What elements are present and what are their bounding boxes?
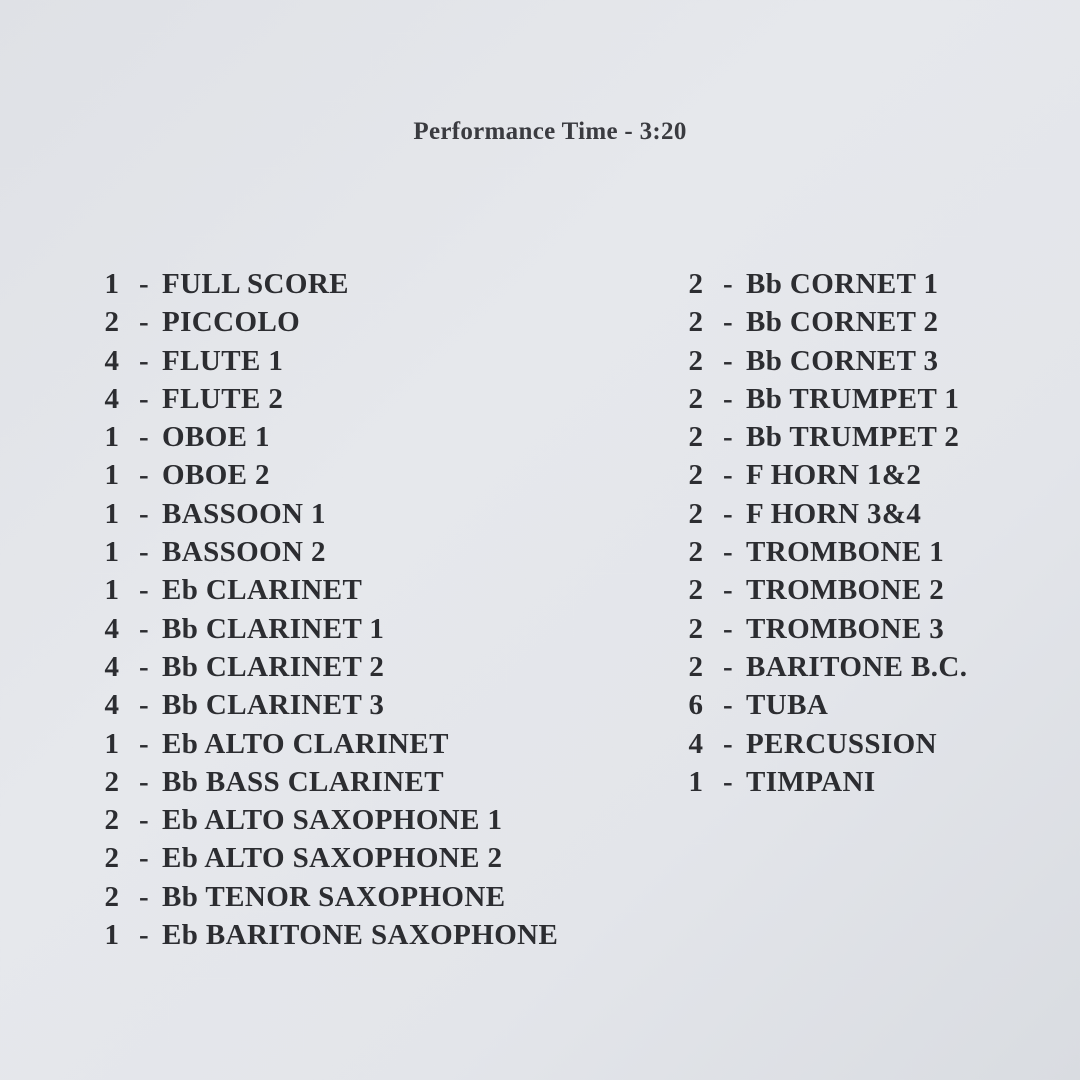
part-name: Bb CORNET 3 [746,344,939,377]
part-row [682,421,1072,459]
separator: - [138,306,150,339]
separator: - [138,727,150,760]
part-name: F HORN 3&4 [746,497,922,530]
separator: - [722,459,734,492]
part-quantity: 2 [688,306,704,339]
part-name: Bb TENOR SAXOPHONE [162,880,506,913]
part-name: TROMBONE 1 [746,536,945,569]
part-quantity: 6 [688,689,704,722]
part-row [682,536,1072,574]
separator: - [722,306,734,339]
part-quantity: 2 [688,612,704,645]
part-quantity: 2 [104,880,120,913]
part-quantity: 1 [104,421,120,454]
separator: - [722,536,734,569]
separator: - [138,344,150,377]
part-name: Eb CLARINET [162,574,363,607]
separator: - [138,268,150,300]
separator: - [722,650,734,683]
part-quantity: 2 [688,382,704,415]
part-name: Bb CLARINET 2 [162,650,385,683]
part-quantity: 2 [688,459,704,492]
separator: - [138,612,150,645]
part-row [98,383,658,421]
part-name: BARITONE B.C. [746,650,968,683]
part-row [682,574,1072,612]
separator: - [138,689,150,722]
part-name: Bb CORNET 1 [746,268,939,300]
separator: - [138,804,150,837]
part-row [98,651,658,689]
separator: - [138,880,150,913]
part-quantity: 4 [104,689,120,722]
part-quantity: 4 [104,382,120,415]
part-row [98,498,658,536]
separator: - [138,497,150,530]
separator: - [722,612,734,645]
part-row [682,268,1072,306]
separator: - [138,459,150,492]
part-quantity: 4 [104,344,120,377]
part-name: Eb ALTO SAXOPHONE 1 [162,804,503,837]
separator: - [722,727,734,760]
part-row [682,613,1072,651]
part-name: Bb CLARINET 3 [162,689,385,722]
part-quantity: 2 [688,497,704,530]
part-name: PICCOLO [162,306,301,339]
part-quantity: 2 [688,344,704,377]
part-name: OBOE 1 [162,421,270,454]
part-row [98,804,658,842]
separator: - [138,765,150,798]
part-row [98,613,658,651]
part-row [98,536,658,574]
part-quantity: 2 [688,268,704,300]
part-row [98,766,658,804]
part-quantity: 1 [104,268,120,300]
part-quantity: 1 [104,497,120,530]
part-quantity: 4 [104,650,120,683]
separator: - [138,842,150,875]
separator: - [722,574,734,607]
part-name: Bb TRUMPET 1 [746,382,960,415]
part-row [682,306,1072,344]
separator: - [722,765,734,798]
part-quantity: 2 [104,306,120,339]
part-quantity: 2 [104,842,120,875]
part-name: Eb ALTO CLARINET [162,727,449,760]
part-name: Eb BARITONE SAXOPHONE [162,919,559,952]
separator: - [138,650,150,683]
part-name: OBOE 2 [162,459,270,492]
separator: - [722,689,734,722]
separator: - [722,382,734,415]
part-row [98,842,658,880]
part-row [98,459,658,497]
part-row [98,919,658,957]
part-row [98,574,658,612]
part-row [98,421,658,459]
separator: - [722,344,734,377]
separator: - [138,382,150,415]
separator: - [138,536,150,569]
part-name: FULL SCORE [162,268,349,300]
part-row [98,689,658,727]
part-name: FLUTE 2 [162,382,284,415]
part-quantity: 1 [104,919,120,952]
part-quantity: 2 [688,574,704,607]
part-row [682,728,1072,766]
part-name: BASSOON 2 [162,536,326,569]
part-quantity: 2 [688,650,704,683]
part-name: Bb CLARINET 1 [162,612,385,645]
separator: - [138,919,150,952]
part-name: TUBA [746,689,829,722]
separator: - [138,574,150,607]
part-quantity: 4 [688,727,704,760]
part-name: BASSOON 1 [162,497,326,530]
part-row [98,306,658,344]
part-name: F HORN 1&2 [746,459,922,492]
part-row [98,881,658,919]
part-name: TIMPANI [746,765,876,798]
part-name: FLUTE 1 [162,344,284,377]
parts-list-right [682,268,1072,804]
part-row [682,651,1072,689]
part-row [98,728,658,766]
part-quantity: 2 [104,765,120,798]
part-row [682,498,1072,536]
part-quantity: 2 [688,421,704,454]
separator: - [138,421,150,454]
part-quantity: 4 [104,612,120,645]
part-row [98,345,658,383]
part-quantity: 2 [688,536,704,569]
part-name: TROMBONE 3 [746,612,945,645]
performance-time: Performance Time - 3:20 [413,118,687,145]
part-name: PERCUSSION [746,727,937,760]
part-row [682,345,1072,383]
part-name: Bb BASS CLARINET [162,765,444,798]
part-row [682,689,1072,727]
separator: - [722,421,734,454]
part-quantity: 1 [104,574,120,607]
part-name: TROMBONE 2 [746,574,945,607]
part-quantity: 1 [104,536,120,569]
part-row [98,268,658,306]
part-quantity: 1 [688,765,704,798]
separator: - [722,497,734,530]
part-row [682,459,1072,497]
part-quantity: 2 [104,804,120,837]
separator: - [722,268,734,300]
part-quantity: 1 [104,459,120,492]
part-name: Eb ALTO SAXOPHONE 2 [162,842,503,875]
part-row [682,766,1072,804]
part-quantity: 1 [104,727,120,760]
parts-list-left [98,268,658,957]
part-row [682,383,1072,421]
part-name: Bb TRUMPET 2 [746,421,960,454]
part-name: Bb CORNET 2 [746,306,939,339]
